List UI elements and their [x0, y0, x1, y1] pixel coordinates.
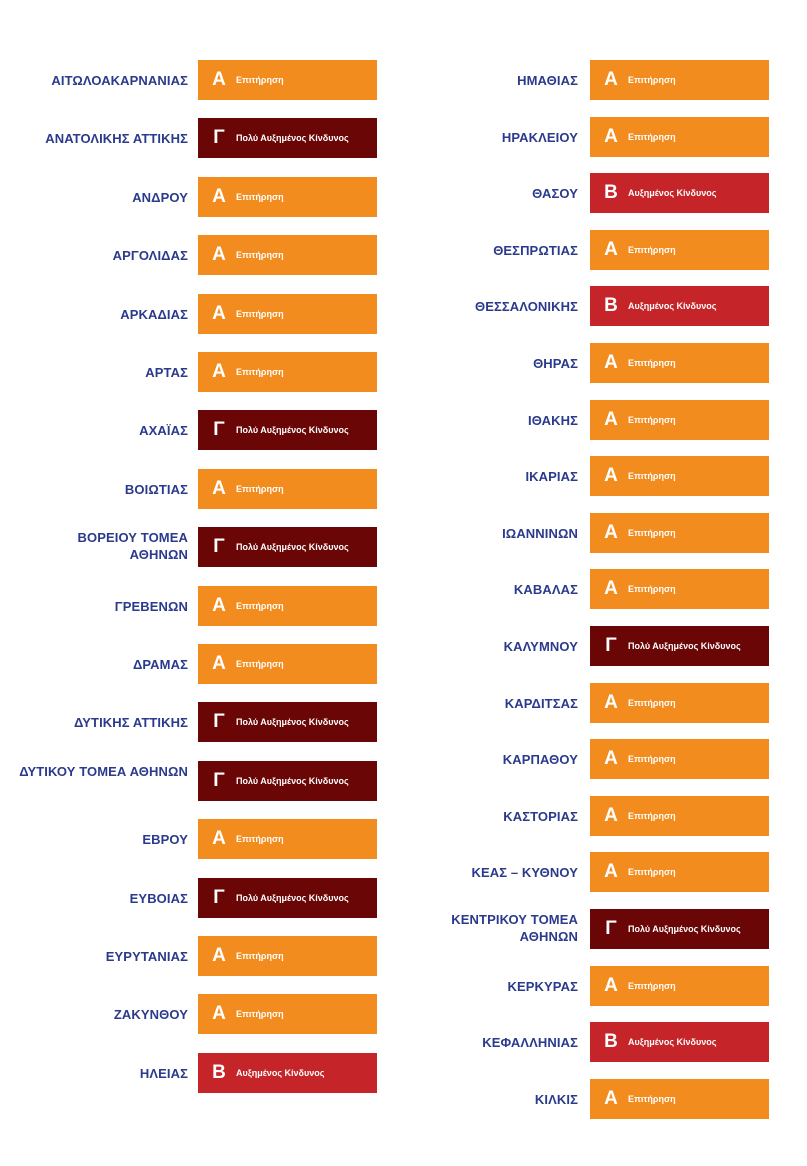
region-name: ΙΩΑΝΝΙΝΩΝ: [502, 525, 578, 541]
region-name: ΚΙΛΚΙΣ: [534, 1091, 578, 1107]
risk-badge-a: [590, 343, 769, 383]
risk-level-letter: Γ: [213, 536, 225, 558]
risk-level-letter: Β: [604, 182, 618, 204]
risk-badge-g: [590, 626, 769, 666]
risk-level-label: Πολύ Αυξημένος Κίνδυνος: [236, 133, 349, 144]
risk-level-label: Επιτήρηση: [236, 308, 284, 319]
risk-level-letter: Α: [212, 185, 226, 207]
risk-badge-a: [198, 177, 377, 217]
region-name: ΚΕΦΑΛΛΗΝΙΑΣ: [482, 1035, 578, 1051]
region-name: ΒΟΡΕΙΟΥ ΤΟΜΕΑ ΑΘΗΝΩΝ: [77, 530, 188, 563]
risk-level-label: Επιτήρηση: [236, 1009, 284, 1020]
risk-badge-g: [198, 118, 377, 158]
risk-level-letter: Γ: [605, 918, 617, 939]
risk-level-letter: Γ: [213, 127, 225, 149]
risk-level-label: Επιτήρηση: [236, 75, 284, 85]
region-name: ΚΑΛΥΜΝΟΥ: [503, 639, 578, 654]
risk-level-label: Επιτήρηση: [628, 867, 676, 878]
risk-level-letter: Α: [604, 804, 618, 826]
risk-level-letter: Γ: [213, 711, 225, 733]
region-name: ΑΙΤΩΛΟΑΚΑΡΝΑΝΙΑΣ: [51, 73, 188, 88]
region-name: ΙΘΑΚΗΣ: [528, 412, 578, 428]
risk-level-letter: Α: [212, 1003, 226, 1025]
risk-level-label: Αυξημένος Κίνδυνος: [628, 1037, 717, 1048]
risk-badge-a: [590, 569, 769, 609]
region-name: ΑΝΔΡΟΥ: [132, 189, 188, 205]
region-name: ΗΜΑΘΙΑΣ: [517, 73, 578, 88]
risk-level-label: Αυξημένος Κίνδυνος: [628, 188, 717, 199]
risk-level-label: Επιτήρηση: [628, 471, 676, 482]
risk-level-label: Αυξημένος Κίνδυνος: [628, 301, 717, 312]
risk-level-label: Επιτήρηση: [628, 697, 676, 708]
region-name: ΘΗΡΑΣ: [533, 356, 578, 371]
risk-level-label: Επιτήρηση: [628, 358, 676, 368]
region-name: ΑΡΚΑΔΙΑΣ: [120, 306, 188, 322]
risk-badge-a: [590, 117, 769, 157]
region-name: ΒΟΙΩΤΙΑΣ: [124, 481, 188, 497]
risk-badge-a: [590, 230, 769, 270]
region-name: ΕΥΡΥΤΑΝΙΑΣ: [105, 949, 188, 964]
risk-badge-a: [198, 60, 377, 100]
risk-level-label: Πολύ Αυξημένος Κίνδυνος: [236, 775, 349, 786]
region-name: ΔΡΑΜΑΣ: [132, 657, 188, 672]
risk-level-label: Επιτήρηση: [628, 414, 676, 425]
risk-badge-a: [198, 644, 377, 684]
risk-badge-a: [590, 400, 769, 440]
risk-level-label: Επιτήρηση: [236, 367, 284, 377]
region-name: ΚΕΝΤΡΙΚΟΥ ΤΟΜΕΑ ΑΘΗΝΩΝ: [451, 912, 578, 944]
risk-level-label: Επιτήρηση: [628, 810, 676, 821]
region-name: ΗΡΑΚΛΕΙΟΥ: [501, 129, 578, 145]
risk-level-label: Πολύ Αυξημένος Κίνδυνος: [236, 542, 349, 553]
risk-level-label: Επιτήρηση: [236, 191, 284, 202]
risk-level-letter: Α: [212, 594, 226, 616]
risk-badge-a: [590, 60, 769, 100]
risk-level-label: Πολύ Αυξημένος Κίνδυνος: [236, 717, 349, 728]
risk-level-label: Επιτήρηση: [236, 483, 284, 494]
risk-level-label: Επιτήρηση: [628, 1093, 676, 1104]
region-name: ΚΑΡΔΙΤΣΑΣ: [504, 695, 578, 711]
risk-level-letter: Α: [212, 244, 226, 266]
risk-badge-a: [590, 966, 769, 1006]
risk-level-letter: Γ: [213, 886, 225, 908]
risk-badge-g: [198, 878, 377, 918]
region-name: ΙΚΑΡΙΑΣ: [525, 469, 578, 485]
region-name: ΑΧΑΪΑΣ: [139, 423, 188, 439]
risk-badge-g: [590, 909, 769, 949]
risk-badge-b: [590, 286, 769, 326]
region-name: ΑΡΓΟΛΙΔΑΣ: [112, 248, 188, 264]
risk-badge-a: [590, 739, 769, 779]
risk-level-letter: Γ: [213, 769, 225, 791]
risk-badge-a: [590, 852, 769, 892]
region-name: ΖΑΚΥΝΘΟΥ: [113, 1007, 188, 1023]
risk-badge-b: [198, 1053, 377, 1093]
region-name: ΚΑΡΠΑΘΟΥ: [502, 752, 578, 768]
risk-level-letter: Α: [212, 69, 226, 90]
risk-badge-g: [198, 702, 377, 742]
region-name: ΚΕΑΣ – ΚΥΘΝΟΥ: [471, 865, 578, 881]
risk-badge-g: [198, 761, 377, 801]
risk-level-letter: Α: [604, 578, 618, 600]
risk-level-letter: Α: [604, 691, 618, 713]
risk-level-label: Επιτήρηση: [628, 244, 676, 255]
risk-badge-a: [590, 513, 769, 553]
risk-level-letter: Α: [604, 408, 618, 430]
risk-badge-a: [198, 936, 377, 976]
region-name: ΔΥΤΙΚΗΣ ΑΤΤΙΚΗΣ: [74, 715, 188, 731]
risk-level-label: Πολύ Αυξημένος Κίνδυνος: [236, 892, 349, 903]
risk-level-label: Επιτήρηση: [236, 834, 284, 845]
region-name: ΚΑΣΤΟΡΙΑΣ: [503, 808, 578, 824]
risk-level-label: Επιτήρηση: [628, 75, 676, 85]
risk-badge-a: [198, 469, 377, 509]
region-name: ΑΡΤΑΣ: [145, 365, 188, 380]
risk-level-label: Αυξημένος Κίνδυνος: [236, 1067, 325, 1078]
risk-level-letter: Α: [604, 69, 618, 90]
risk-level-label: Επιτήρηση: [628, 527, 676, 538]
risk-badge-a: [198, 819, 377, 859]
region-name: ΗΛΕΙΑΣ: [139, 1065, 188, 1081]
risk-level-letter: Α: [604, 352, 618, 373]
region-name: ΘΑΣΟΥ: [532, 186, 578, 202]
risk-badge-g: [198, 410, 377, 450]
risk-level-letter: Γ: [213, 419, 225, 441]
risk-level-letter: Β: [212, 1061, 226, 1083]
region-name: ΓΡΕΒΕΝΩΝ: [114, 598, 188, 614]
risk-badge-a: [590, 1079, 769, 1119]
region-name: ΕΒΡΟΥ: [142, 832, 188, 848]
risk-badge-b: [590, 1022, 769, 1062]
region-name: ΑΝΑΤΟΛΙΚΗΣ ΑΤΤΙΚΗΣ: [45, 131, 188, 147]
risk-level-letter: Α: [604, 521, 618, 543]
risk-level-letter: Α: [212, 361, 226, 382]
risk-level-letter: Γ: [605, 635, 617, 656]
region-name: ΘΕΣΣΑΛΟΝΙΚΗΣ: [475, 299, 578, 315]
region-name: ΕΥΒΟΙΑΣ: [129, 890, 188, 906]
region-name: ΘΕΣΠΡΩΤΙΑΣ: [493, 242, 578, 258]
risk-level-letter: Α: [604, 238, 618, 260]
risk-badge-g: [198, 527, 377, 567]
risk-level-label: Επιτήρηση: [236, 659, 284, 669]
risk-level-label: Πολύ Αυξημένος Κίνδυνος: [628, 924, 741, 934]
risk-level-letter: Β: [604, 295, 618, 317]
risk-level-letter: Α: [604, 974, 618, 996]
risk-level-label: Επιτήρηση: [236, 951, 284, 961]
risk-level-label: Πολύ Αυξημένος Κίνδυνος: [628, 641, 741, 651]
risk-level-letter: Α: [604, 748, 618, 770]
risk-level-label: Πολύ Αυξημένος Κίνδυνος: [236, 425, 349, 436]
risk-level-letter: Α: [212, 477, 226, 499]
risk-level-label: Επιτήρηση: [628, 754, 676, 765]
risk-badge-a: [198, 294, 377, 334]
risk-level-letter: Α: [212, 653, 226, 674]
risk-badge-a: [590, 683, 769, 723]
region-name: ΔΥΤΙΚΟΥ ΤΟΜΕΑ ΑΘΗΝΩΝ: [19, 763, 188, 779]
region-name: ΚΑΒΑΛΑΣ: [513, 582, 578, 598]
region-name: ΚΕΡΚΥΡΑΣ: [507, 978, 578, 994]
risk-badge-b: [590, 173, 769, 213]
risk-level-label: Επιτήρηση: [236, 250, 284, 261]
risk-level-label: Επιτήρηση: [628, 584, 676, 595]
risk-level-letter: Α: [604, 861, 618, 883]
risk-level-label: Επιτήρηση: [236, 600, 284, 611]
risk-badge-a: [590, 456, 769, 496]
risk-badge-a: [198, 586, 377, 626]
risk-level-letter: Α: [212, 302, 226, 324]
risk-level-label: Επιτήρηση: [628, 980, 676, 991]
risk-level-letter: Α: [604, 1087, 618, 1109]
risk-level-letter: Α: [212, 828, 226, 850]
risk-badge-a: [198, 235, 377, 275]
risk-level-letter: Α: [604, 465, 618, 487]
risk-level-letter: Α: [604, 125, 618, 147]
risk-level-letter: Α: [212, 945, 226, 966]
risk-badge-a: [198, 352, 377, 392]
risk-badge-a: [590, 796, 769, 836]
risk-level-letter: Β: [604, 1031, 618, 1053]
risk-badge-a: [198, 994, 377, 1034]
risk-level-label: Επιτήρηση: [628, 131, 676, 142]
